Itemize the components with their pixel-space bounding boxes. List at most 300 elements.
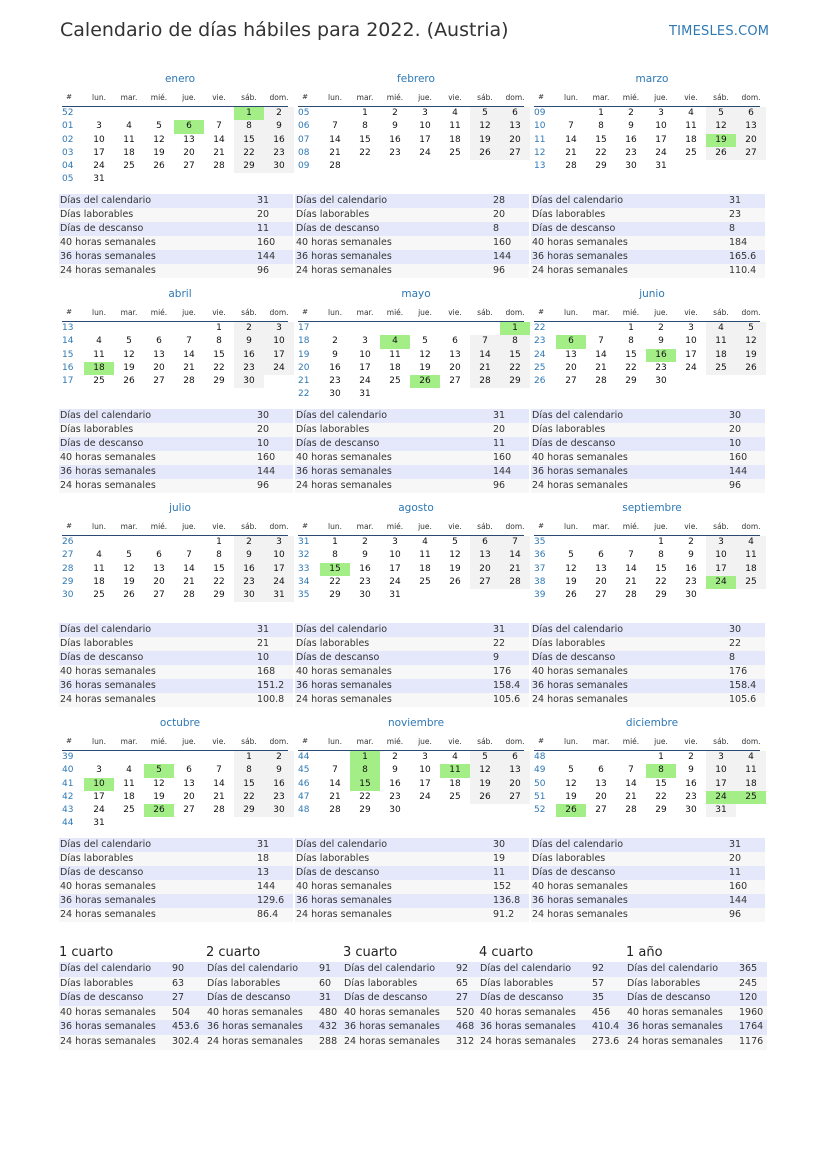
day-cell[interactable]: 25 xyxy=(419,576,431,587)
day-cell[interactable]: 4 xyxy=(736,751,766,764)
day-cell[interactable]: 12 xyxy=(565,778,577,789)
day-cell[interactable]: 23 xyxy=(685,791,697,802)
day-cell[interactable]: 24 xyxy=(419,791,431,802)
day-cell[interactable]: 19 xyxy=(123,576,135,587)
day-cell[interactable]: 24 xyxy=(389,576,401,587)
day-cell[interactable]: 27 xyxy=(595,590,607,601)
day-cell[interactable]: 28 xyxy=(625,805,637,816)
day-cell[interactable]: 11 xyxy=(389,349,401,360)
day-cell[interactable]: 11 xyxy=(736,764,766,777)
day-cell[interactable]: 13 xyxy=(449,349,461,360)
day-cell[interactable]: 25 xyxy=(123,161,135,172)
day-cell[interactable]: 7 xyxy=(568,121,574,132)
day-cell[interactable]: 20 xyxy=(500,134,530,147)
day-cell[interactable]: 16 xyxy=(625,134,637,145)
day-cell[interactable]: 27 xyxy=(183,805,195,816)
day-cell[interactable]: 9 xyxy=(362,550,368,561)
day-cell[interactable]: 7 xyxy=(598,336,604,347)
day-cell[interactable]: 8 xyxy=(234,764,264,777)
day-cell[interactable]: 30 xyxy=(655,376,667,387)
holiday-day-cell[interactable]: 1 xyxy=(500,322,530,335)
day-cell[interactable]: 20 xyxy=(183,147,195,158)
day-cell[interactable]: 3 xyxy=(362,336,368,347)
day-cell[interactable]: 28 xyxy=(213,805,225,816)
day-cell[interactable]: 20 xyxy=(449,362,461,373)
day-cell[interactable]: 4 xyxy=(96,550,102,561)
day-cell[interactable]: 28 xyxy=(470,375,500,388)
day-cell[interactable]: 5 xyxy=(568,550,574,561)
day-cell[interactable]: 18 xyxy=(123,791,135,802)
holiday-day-cell[interactable]: 24 xyxy=(706,576,736,589)
day-cell[interactable]: 26 xyxy=(565,590,577,601)
day-cell[interactable]: 19 xyxy=(419,362,431,373)
day-cell[interactable]: 12 xyxy=(449,550,461,561)
day-cell[interactable]: 15 xyxy=(595,134,607,145)
day-cell[interactable]: 5 xyxy=(706,107,736,120)
day-cell[interactable]: 21 xyxy=(625,576,637,587)
day-cell[interactable]: 16 xyxy=(329,362,341,373)
holiday-day-cell[interactable]: 16 xyxy=(646,349,676,362)
day-cell[interactable]: 19 xyxy=(449,563,461,574)
day-cell[interactable]: 21 xyxy=(183,576,195,587)
day-cell[interactable]: 13 xyxy=(736,120,766,133)
day-cell[interactable]: 14 xyxy=(183,563,195,574)
day-cell[interactable]: 7 xyxy=(628,765,634,776)
day-cell[interactable]: 9 xyxy=(658,336,664,347)
holiday-day-cell[interactable]: 15 xyxy=(350,778,380,791)
day-cell[interactable]: 12 xyxy=(470,764,500,777)
day-cell[interactable]: 17 xyxy=(655,134,667,145)
day-cell[interactable]: 30 xyxy=(625,161,637,172)
day-cell[interactable]: 23 xyxy=(329,376,341,387)
day-cell[interactable]: 24 xyxy=(93,805,105,816)
day-cell[interactable]: 24 xyxy=(93,161,105,172)
holiday-day-cell[interactable]: 19 xyxy=(706,134,736,147)
day-cell[interactable]: 15 xyxy=(625,349,637,360)
holiday-day-cell[interactable]: 26 xyxy=(144,804,174,817)
day-cell[interactable]: 15 xyxy=(359,134,371,145)
day-cell[interactable]: 29 xyxy=(655,805,667,816)
day-cell[interactable]: 11 xyxy=(123,778,135,789)
day-cell[interactable]: 13 xyxy=(153,349,165,360)
day-cell[interactable]: 28 xyxy=(500,576,530,589)
day-cell[interactable]: 31 xyxy=(359,389,371,400)
day-cell[interactable]: 5 xyxy=(156,121,162,132)
day-cell[interactable]: 17 xyxy=(264,349,294,362)
day-cell[interactable]: 2 xyxy=(264,107,294,120)
day-cell[interactable]: 8 xyxy=(598,121,604,132)
day-cell[interactable]: 16 xyxy=(359,563,371,574)
holiday-day-cell[interactable]: 4 xyxy=(380,335,410,348)
day-cell[interactable]: 8 xyxy=(332,550,338,561)
day-cell[interactable]: 2 xyxy=(628,108,634,118)
day-cell[interactable]: 30 xyxy=(234,589,264,602)
day-cell[interactable]: 16 xyxy=(234,349,264,362)
day-cell[interactable]: 5 xyxy=(736,322,766,335)
day-cell[interactable]: 14 xyxy=(213,778,225,789)
day-cell[interactable]: 8 xyxy=(216,550,222,561)
day-cell[interactable]: 26 xyxy=(470,791,500,804)
day-cell[interactable]: 13 xyxy=(183,778,195,789)
day-cell[interactable]: 12 xyxy=(736,335,766,348)
day-cell[interactable]: 6 xyxy=(500,107,530,120)
holiday-day-cell[interactable]: 24 xyxy=(706,791,736,804)
day-cell[interactable]: 9 xyxy=(688,765,694,776)
day-cell[interactable]: 19 xyxy=(470,778,500,791)
day-cell[interactable]: 1 xyxy=(216,323,222,333)
day-cell[interactable]: 27 xyxy=(183,161,195,172)
holiday-day-cell[interactable]: 1 xyxy=(350,751,380,764)
day-cell[interactable]: 15 xyxy=(655,563,667,574)
day-cell[interactable]: 6 xyxy=(598,550,604,561)
holiday-day-cell[interactable]: 8 xyxy=(350,764,380,777)
day-cell[interactable]: 8 xyxy=(658,550,664,561)
day-cell[interactable]: 8 xyxy=(234,120,264,133)
holiday-day-cell[interactable]: 26 xyxy=(410,375,440,388)
day-cell[interactable]: 23 xyxy=(389,147,401,158)
day-cell[interactable]: 3 xyxy=(264,536,294,549)
day-cell[interactable]: 13 xyxy=(153,563,165,574)
day-cell[interactable]: 22 xyxy=(500,362,530,375)
holiday-day-cell[interactable]: 18 xyxy=(84,362,114,375)
day-cell[interactable]: 11 xyxy=(736,549,766,562)
day-cell[interactable]: 12 xyxy=(153,134,165,145)
day-cell[interactable]: 21 xyxy=(213,147,225,158)
day-cell[interactable]: 26 xyxy=(153,161,165,172)
day-cell[interactable]: 15 xyxy=(655,778,667,789)
day-cell[interactable]: 27 xyxy=(449,376,461,387)
day-cell[interactable]: 14 xyxy=(625,563,637,574)
day-cell[interactable]: 14 xyxy=(470,349,500,362)
day-cell[interactable]: 23 xyxy=(234,576,264,589)
day-cell[interactable]: 4 xyxy=(126,121,132,132)
day-cell[interactable]: 21 xyxy=(625,791,637,802)
day-cell[interactable]: 4 xyxy=(706,322,736,335)
day-cell[interactable]: 7 xyxy=(332,121,338,132)
day-cell[interactable]: 27 xyxy=(736,147,766,160)
day-cell[interactable]: 22 xyxy=(655,576,667,587)
day-cell[interactable]: 7 xyxy=(500,536,530,549)
day-cell[interactable]: 7 xyxy=(186,336,192,347)
holiday-day-cell[interactable]: 6 xyxy=(556,335,586,348)
day-cell[interactable]: 29 xyxy=(234,804,264,817)
day-cell[interactable]: 5 xyxy=(568,765,574,776)
day-cell[interactable]: 13 xyxy=(565,349,577,360)
day-cell[interactable]: 27 xyxy=(153,590,165,601)
day-cell[interactable]: 6 xyxy=(156,550,162,561)
day-cell[interactable]: 12 xyxy=(153,778,165,789)
day-cell[interactable]: 2 xyxy=(234,322,264,335)
day-cell[interactable]: 31 xyxy=(93,818,105,829)
day-cell[interactable]: 7 xyxy=(216,121,222,132)
day-cell[interactable]: 6 xyxy=(736,107,766,120)
day-cell[interactable]: 21 xyxy=(500,563,530,576)
day-cell[interactable]: 19 xyxy=(123,362,135,373)
day-cell[interactable]: 10 xyxy=(706,549,736,562)
day-cell[interactable]: 17 xyxy=(93,791,105,802)
day-cell[interactable]: 12 xyxy=(565,563,577,574)
day-cell[interactable]: 25 xyxy=(685,147,697,158)
day-cell[interactable]: 31 xyxy=(706,804,736,817)
day-cell[interactable]: 2 xyxy=(264,751,294,764)
day-cell[interactable]: 8 xyxy=(216,336,222,347)
day-cell[interactable]: 22 xyxy=(359,147,371,158)
day-cell[interactable]: 5 xyxy=(470,107,500,120)
day-cell[interactable]: 11 xyxy=(706,335,736,348)
day-cell[interactable]: 4 xyxy=(736,536,766,549)
day-cell[interactable]: 17 xyxy=(706,778,736,791)
day-cell[interactable]: 5 xyxy=(452,537,458,547)
day-cell[interactable]: 28 xyxy=(329,161,341,172)
day-cell[interactable]: 13 xyxy=(595,563,607,574)
day-cell[interactable]: 27 xyxy=(500,791,530,804)
day-cell[interactable]: 18 xyxy=(449,778,461,789)
day-cell[interactable]: 22 xyxy=(213,362,225,373)
day-cell[interactable]: 31 xyxy=(264,589,294,602)
day-cell[interactable]: 18 xyxy=(736,563,766,576)
day-cell[interactable]: 29 xyxy=(595,161,607,172)
day-cell[interactable]: 28 xyxy=(595,376,607,387)
day-cell[interactable]: 12 xyxy=(123,349,135,360)
day-cell[interactable]: 4 xyxy=(96,336,102,347)
day-cell[interactable]: 21 xyxy=(470,362,500,375)
day-cell[interactable]: 23 xyxy=(264,791,294,804)
day-cell[interactable]: 23 xyxy=(625,147,637,158)
day-cell[interactable]: 25 xyxy=(123,805,135,816)
day-cell[interactable]: 17 xyxy=(419,134,431,145)
day-cell[interactable]: 22 xyxy=(234,791,264,804)
day-cell[interactable]: 15 xyxy=(234,778,264,791)
day-cell[interactable]: 4 xyxy=(422,537,428,547)
day-cell[interactable]: 12 xyxy=(470,120,500,133)
day-cell[interactable]: 15 xyxy=(234,134,264,147)
day-cell[interactable]: 9 xyxy=(264,764,294,777)
day-cell[interactable]: 31 xyxy=(93,174,105,185)
day-cell[interactable]: 20 xyxy=(153,576,165,587)
day-cell[interactable]: 29 xyxy=(625,376,637,387)
day-cell[interactable]: 24 xyxy=(264,362,294,375)
day-cell[interactable]: 13 xyxy=(500,120,530,133)
day-cell[interactable]: 24 xyxy=(655,147,667,158)
day-cell[interactable]: 1 xyxy=(658,752,664,762)
day-cell[interactable]: 21 xyxy=(213,791,225,802)
day-cell[interactable]: 28 xyxy=(213,161,225,172)
day-cell[interactable]: 14 xyxy=(500,549,530,562)
day-cell[interactable]: 8 xyxy=(362,121,368,132)
day-cell[interactable]: 23 xyxy=(389,791,401,802)
day-cell[interactable]: 5 xyxy=(126,550,132,561)
day-cell[interactable]: 20 xyxy=(153,362,165,373)
day-cell[interactable]: 20 xyxy=(470,563,500,576)
day-cell[interactable]: 13 xyxy=(500,764,530,777)
day-cell[interactable]: 22 xyxy=(213,576,225,587)
day-cell[interactable]: 7 xyxy=(332,765,338,776)
day-cell[interactable]: 15 xyxy=(213,349,225,360)
day-cell[interactable]: 19 xyxy=(565,576,577,587)
day-cell[interactable]: 3 xyxy=(96,765,102,776)
day-cell[interactable]: 31 xyxy=(389,590,401,601)
day-cell[interactable]: 14 xyxy=(329,778,341,789)
day-cell[interactable]: 6 xyxy=(500,751,530,764)
day-cell[interactable]: 9 xyxy=(264,120,294,133)
day-cell[interactable]: 28 xyxy=(183,590,195,601)
day-cell[interactable]: 13 xyxy=(595,778,607,789)
day-cell[interactable]: 8 xyxy=(628,336,634,347)
holiday-day-cell[interactable]: 6 xyxy=(174,120,204,133)
day-cell[interactable]: 26 xyxy=(736,362,766,375)
day-cell[interactable]: 11 xyxy=(93,349,105,360)
day-cell[interactable]: 11 xyxy=(449,121,461,132)
day-cell[interactable]: 22 xyxy=(595,147,607,158)
day-cell[interactable]: 20 xyxy=(595,576,607,587)
day-cell[interactable]: 25 xyxy=(389,376,401,387)
day-cell[interactable]: 21 xyxy=(595,362,607,373)
day-cell[interactable]: 18 xyxy=(449,134,461,145)
day-cell[interactable]: 24 xyxy=(685,362,697,373)
day-cell[interactable]: 6 xyxy=(598,765,604,776)
day-cell[interactable]: 1 xyxy=(216,537,222,547)
holiday-day-cell[interactable]: 15 xyxy=(320,563,350,576)
day-cell[interactable]: 26 xyxy=(123,376,135,387)
day-cell[interactable]: 23 xyxy=(264,147,294,160)
day-cell[interactable]: 9 xyxy=(332,349,338,360)
day-cell[interactable]: 4 xyxy=(126,765,132,776)
day-cell[interactable]: 21 xyxy=(329,147,341,158)
day-cell[interactable]: 5 xyxy=(470,751,500,764)
day-cell[interactable]: 20 xyxy=(500,778,530,791)
day-cell[interactable]: 26 xyxy=(706,147,736,160)
day-cell[interactable]: 11 xyxy=(685,121,697,132)
day-cell[interactable]: 4 xyxy=(688,108,694,118)
day-cell[interactable]: 10 xyxy=(685,336,697,347)
day-cell[interactable]: 6 xyxy=(156,336,162,347)
day-cell[interactable]: 7 xyxy=(216,765,222,776)
day-cell[interactable]: 30 xyxy=(685,805,697,816)
day-cell[interactable]: 29 xyxy=(329,590,341,601)
day-cell[interactable]: 3 xyxy=(96,121,102,132)
day-cell[interactable]: 25 xyxy=(706,362,736,375)
day-cell[interactable]: 21 xyxy=(329,791,341,802)
day-cell[interactable]: 1 xyxy=(628,323,634,333)
day-cell[interactable]: 23 xyxy=(234,362,264,375)
day-cell[interactable]: 28 xyxy=(565,161,577,172)
holiday-day-cell[interactable]: 11 xyxy=(440,764,470,777)
day-cell[interactable]: 3 xyxy=(422,752,428,762)
day-cell[interactable]: 20 xyxy=(565,362,577,373)
day-cell[interactable]: 24 xyxy=(264,576,294,589)
day-cell[interactable]: 25 xyxy=(93,590,105,601)
day-cell[interactable]: 18 xyxy=(389,362,401,373)
holiday-day-cell[interactable]: 1 xyxy=(234,107,264,120)
day-cell[interactable]: 9 xyxy=(234,549,264,562)
day-cell[interactable]: 10 xyxy=(93,134,105,145)
day-cell[interactable]: 18 xyxy=(93,576,105,587)
day-cell[interactable]: 23 xyxy=(359,576,371,587)
day-cell[interactable]: 10 xyxy=(389,550,401,561)
day-cell[interactable]: 13 xyxy=(183,134,195,145)
holiday-day-cell[interactable]: 25 xyxy=(736,791,766,804)
day-cell[interactable]: 1 xyxy=(234,751,264,764)
day-cell[interactable]: 27 xyxy=(595,805,607,816)
day-cell[interactable]: 27 xyxy=(153,376,165,387)
day-cell[interactable]: 19 xyxy=(736,349,766,362)
day-cell[interactable]: 29 xyxy=(213,590,225,601)
day-cell[interactable]: 30 xyxy=(234,375,264,388)
day-cell[interactable]: 22 xyxy=(329,576,341,587)
day-cell[interactable]: 17 xyxy=(93,147,105,158)
day-cell[interactable]: 29 xyxy=(359,805,371,816)
day-cell[interactable]: 10 xyxy=(264,335,294,348)
day-cell[interactable]: 22 xyxy=(359,791,371,802)
day-cell[interactable]: 26 xyxy=(449,576,461,587)
day-cell[interactable]: 2 xyxy=(688,537,694,547)
day-cell[interactable]: 12 xyxy=(419,349,431,360)
day-cell[interactable]: 2 xyxy=(392,108,398,118)
day-cell[interactable]: 29 xyxy=(500,375,530,388)
day-cell[interactable]: 14 xyxy=(565,134,577,145)
day-cell[interactable]: 22 xyxy=(234,147,264,160)
day-cell[interactable]: 2 xyxy=(362,537,368,547)
day-cell[interactable]: 20 xyxy=(736,134,766,147)
day-cell[interactable]: 1 xyxy=(598,108,604,118)
day-cell[interactable]: 10 xyxy=(264,549,294,562)
day-cell[interactable]: 6 xyxy=(452,336,458,347)
day-cell[interactable]: 2 xyxy=(688,752,694,762)
day-cell[interactable]: 22 xyxy=(625,362,637,373)
day-cell[interactable]: 11 xyxy=(419,550,431,561)
day-cell[interactable]: 23 xyxy=(655,362,667,373)
day-cell[interactable]: 12 xyxy=(123,563,135,574)
day-cell[interactable]: 27 xyxy=(470,576,500,589)
day-cell[interactable]: 3 xyxy=(706,751,736,764)
day-cell[interactable]: 1 xyxy=(332,537,338,547)
day-cell[interactable]: 30 xyxy=(685,590,697,601)
day-cell[interactable]: 1 xyxy=(362,108,368,118)
day-cell[interactable]: 16 xyxy=(685,778,697,789)
day-cell[interactable]: 3 xyxy=(688,323,694,333)
day-cell[interactable]: 10 xyxy=(419,121,431,132)
day-cell[interactable]: 10 xyxy=(706,764,736,777)
day-cell[interactable]: 16 xyxy=(389,778,401,789)
day-cell[interactable]: 28 xyxy=(329,805,341,816)
day-cell[interactable]: 7 xyxy=(470,335,500,348)
day-cell[interactable]: 11 xyxy=(123,134,135,145)
day-cell[interactable]: 2 xyxy=(234,536,264,549)
day-cell[interactable]: 16 xyxy=(389,134,401,145)
day-cell[interactable]: 8 xyxy=(500,335,530,348)
day-cell[interactable]: 13 xyxy=(470,549,500,562)
day-cell[interactable]: 22 xyxy=(655,791,667,802)
day-cell[interactable]: 26 xyxy=(470,147,500,160)
day-cell[interactable]: 6 xyxy=(186,765,192,776)
day-cell[interactable]: 3 xyxy=(392,537,398,547)
day-cell[interactable]: 25 xyxy=(449,147,461,158)
day-cell[interactable]: 27 xyxy=(500,147,530,160)
day-cell[interactable]: 3 xyxy=(264,322,294,335)
brand-link[interactable]: TIMESLES.COM xyxy=(669,24,770,39)
day-cell[interactable]: 14 xyxy=(595,349,607,360)
day-cell[interactable]: 30 xyxy=(389,805,401,816)
day-cell[interactable]: 29 xyxy=(655,590,667,601)
day-cell[interactable]: 7 xyxy=(186,550,192,561)
holiday-day-cell[interactable]: 8 xyxy=(646,764,676,777)
day-cell[interactable]: 24 xyxy=(359,376,371,387)
day-cell[interactable]: 18 xyxy=(685,134,697,145)
day-cell[interactable]: 28 xyxy=(183,376,195,387)
day-cell[interactable]: 16 xyxy=(685,563,697,574)
day-cell[interactable]: 21 xyxy=(183,362,195,373)
day-cell[interactable]: 16 xyxy=(264,134,294,147)
